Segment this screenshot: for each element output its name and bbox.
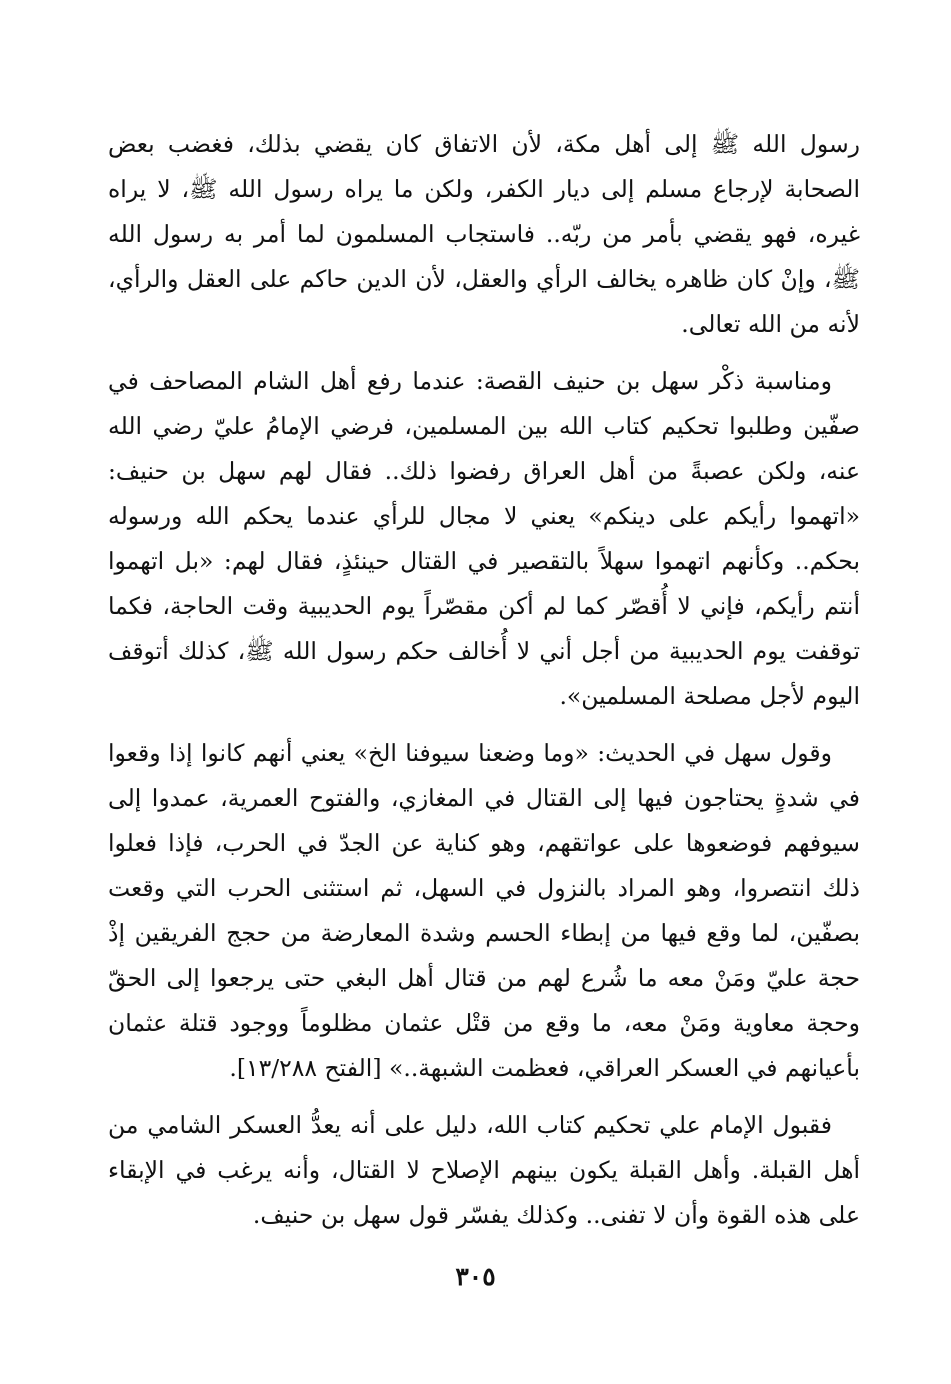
- paragraph-4: فقبول الإمام علي تحكيم كتاب الله، دليل على أنه يعدُّ العسكر الشامي من أهل القبلة. وأهل القبلة يكون بينهم الإصلاح لا القتال، وأنه يرغب في الإبقاء على هذه القوة وأن لا تفنى.. وكذلك يفسّر قول سهل بن حنيف.: [108, 1111, 860, 1229]
- paragraph-3: وقول سهل في الحديث: «وما وضعنا سيوفنا الخ» يعني أنهم كانوا إذا وقعوا في شدةٍ يحتاجون فيها إلى القتال في المغازي، والفتوح العمرية، عمدوا إلى سيوفهم فوضعوها على عواتقهم، وهو كناية عن الجدّ في الحرب، فإذا فعلوا ذلك انتصروا، وهو المراد بالنزول في السهل، ثم استثنى الحرب التي وقعت بصفّين، لما وقع فيها من إبطاء الحسم وشدة المعارضة من حجج الفريقين إذْ حجة عليّ ومَنْ معه ما شُرع لهم من قتال أهل البغي حتى يرجعوا إلى الحقّ وحجة معاوية ومَنْ معه، ما وقع من قتْل عثمان مظلوماً ووجود قتلة عثمان بأعيانهم في العسكر العراقي، فعظمت الشبهة..» [الفتح ١٣/٢٨٨].: [108, 739, 860, 1082]
- page-number: ٣٠٥: [455, 1262, 496, 1291]
- body-text: [108, 122, 860, 1250]
- paragraph-1: رسول الله ﷺ إلى أهل مكة، لأن الاتفاق كان يقضي بذلك، فغضب بعض الصحابة لإرجاع مسلم إلى ديار الكفر، ولكن ما يراه رسول الله ﷺ، لا يراه غيره، فهو يقضي بأمر من ربّه.. فاستجاب المسلمون لما أمر به رسول الله ﷺ، وإنْ كان ظاهره يخالف الرأي والعقل، لأن الدين حاكم على العقل والرأي، لأنه من الله تعالى.: [108, 130, 860, 338]
- paragraph-2: ومناسبة ذكْر سهل بن حنيف القصة: عندما رفع أهل الشام المصاحف في صفّين وطلبوا تحكيم كتاب الله بين المسلمين، فرضي الإمامُ عليّ رضي الله عنه، ولكن عصبةً من أهل العراق رفضوا ذلك.. فقال لهم سهل بن حنيف: «اتهموا رأيكم على دينكم» يعني لا مجال للرأي عندما يحكم الله ورسوله بحكم.. وكأنهم اتهموا سهلاً بالتقصير في القتال حينئذٍ، فقال لهم: «بل اتهموا أنتم رأيكم، فإني لا أُقصّر كما لم أكن مقصّراً يوم الحديبية وقت الحاجة، فكما توقفت يوم الحديبية من أجل أني لا أُخالف حكم رسول الله ﷺ، كذلك أتوقف اليوم لأجل مصلحة المسلمين».: [108, 367, 860, 710]
